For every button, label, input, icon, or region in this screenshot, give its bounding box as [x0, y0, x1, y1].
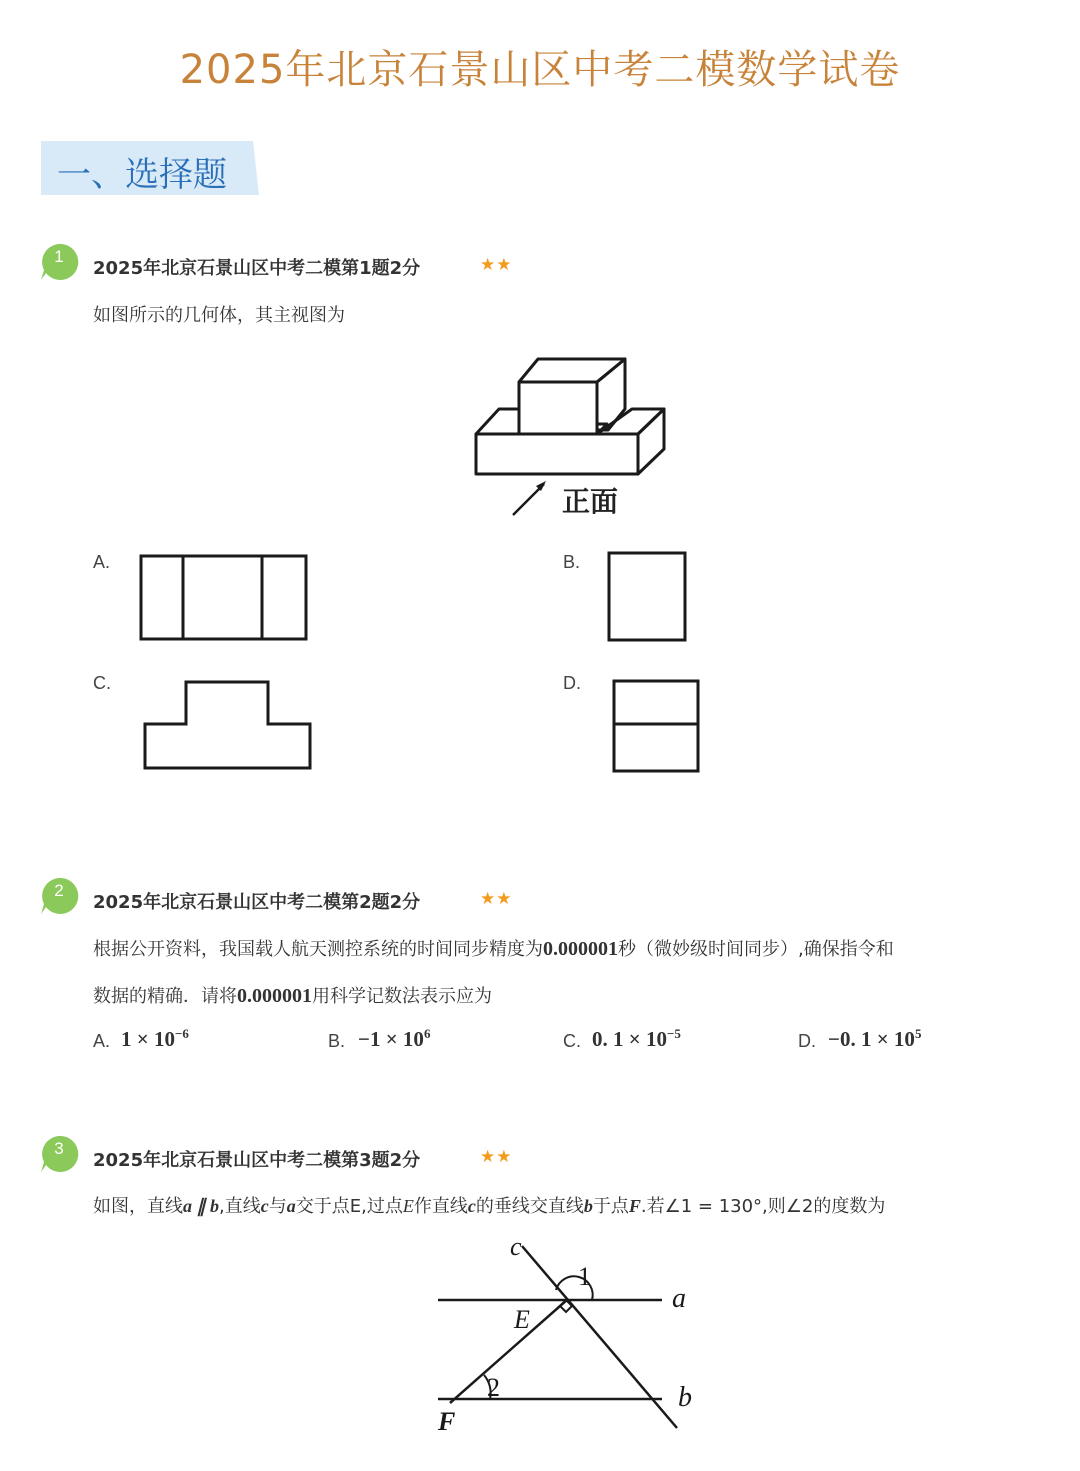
difficulty-stars: ★★ — [480, 255, 513, 275]
front-label: 正面 — [562, 485, 619, 518]
option-d-value[interactable]: −0. $1 \times 10^5$ — [828, 1026, 922, 1051]
question-header: 2025年北京石景山区中考二模第3题2分 — [93, 1150, 421, 1171]
parallel-lines-figure — [430, 1230, 710, 1435]
t-shape-icon[interactable] — [143, 680, 313, 772]
option-a-label[interactable]: A. — [93, 552, 111, 572]
question-text: 如图，直线a ∥ b,直线c与a交于点E,过点E作直线c的垂线交直线b于点F.若∠1 = 130°,则∠2的度数为 — [93, 1196, 886, 1217]
tall-rectangle-icon[interactable] — [608, 552, 688, 642]
label-f: F — [438, 1407, 456, 1436]
question-header: 2025年北京石景山区中考二模第1题2分 — [93, 258, 421, 279]
option-c-label[interactable]: C. — [563, 1031, 581, 1051]
difficulty-stars: ★★ — [480, 889, 513, 909]
option-d-label[interactable]: D. — [798, 1031, 816, 1051]
split-rectangle-icon[interactable] — [613, 680, 701, 774]
question-number-badge: 1 — [41, 243, 79, 281]
label-angle-2: 2 — [487, 1373, 500, 1402]
label-b: b — [678, 1382, 692, 1413]
option-b-label[interactable]: B. — [328, 1031, 346, 1051]
difficulty-stars: ★★ — [480, 1147, 513, 1167]
three-panel-rectangle-icon[interactable] — [140, 555, 308, 641]
option-c-value[interactable]: 0. $1 \times 10^{-5}$ — [592, 1026, 681, 1051]
label-angle-1: 1 — [578, 1262, 591, 1291]
section-title: 一、选择题 — [57, 155, 227, 195]
question-number-badge: 3 — [41, 1135, 79, 1173]
question-header: 2025年北京石景山区中考二模第2题2分 — [93, 892, 421, 913]
option-b-label[interactable]: B. — [563, 552, 581, 572]
question-text-line1: 根据公开资料，我国载人航天测控系统的时间同步精度为0.000001秒（微妙级时间同步）,确保指令和 — [93, 938, 894, 960]
label-e: E — [514, 1305, 530, 1334]
option-b-value[interactable]: $-1 \times 10^6$ — [358, 1026, 431, 1051]
option-c-label[interactable]: C. — [93, 673, 111, 693]
option-a-label[interactable]: A. — [93, 1031, 111, 1051]
label-c: c — [510, 1232, 522, 1261]
question-number-badge: 2 — [41, 877, 79, 915]
option-d-label[interactable]: D. — [563, 673, 581, 693]
label-a: a — [672, 1283, 686, 1314]
question-text: 如图所示的几何体，其主视图为 — [93, 305, 345, 326]
question-text-line2: 数据的精确．请将0.000001用科学记数法表示应为 — [93, 985, 492, 1007]
page-title: 2025年北京石景山区中考二模数学试卷 — [179, 47, 901, 93]
option-a-value[interactable]: $1 \times 10^{-6}$ — [121, 1026, 189, 1051]
section-header — [41, 141, 259, 195]
